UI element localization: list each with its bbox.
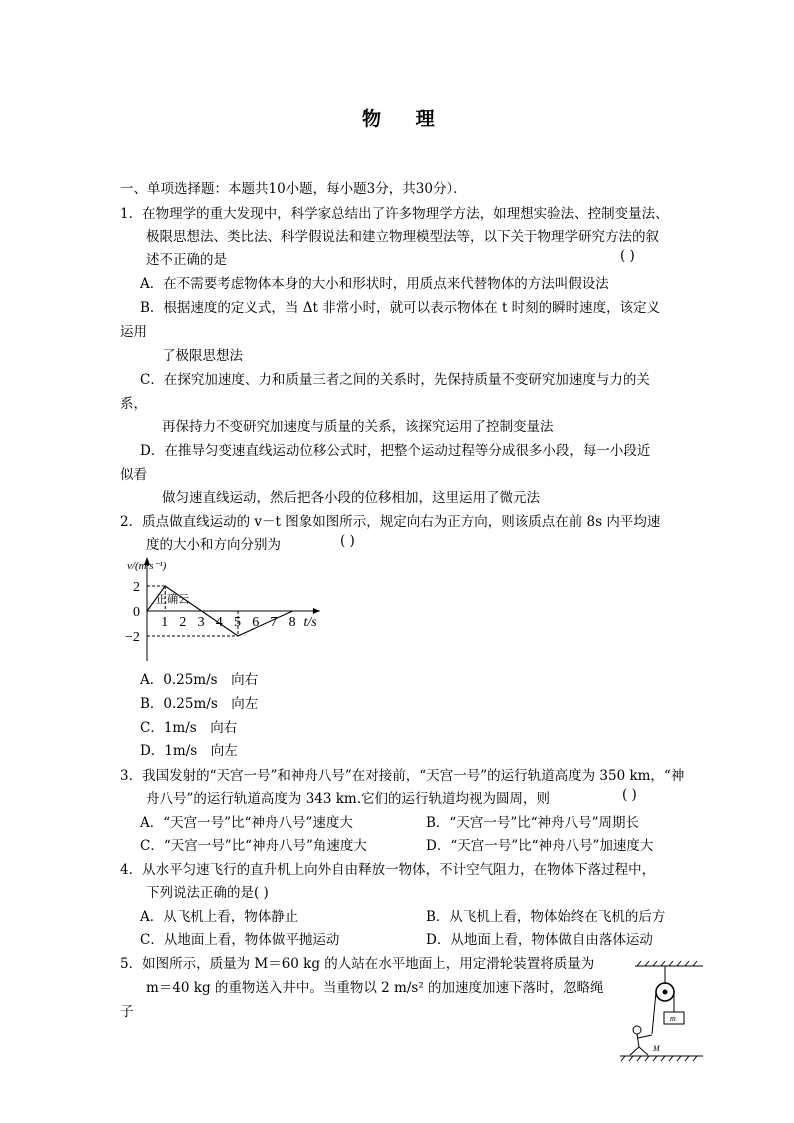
pulley-axle — [663, 990, 667, 994]
x-tick-label: 7 — [270, 615, 278, 630]
person-arm — [638, 1035, 652, 1038]
q2-stem-line1: 2．质点做直线运动的 v－t 图象如图所示，规定向右为正方向，则该质点在前 8s 内平均速 — [120, 514, 661, 530]
q5-stem-line1: 5．如图所示，质量为 M＝60 kg 的人站在水平地面上，用定滑轮装置将质量为 — [120, 956, 595, 972]
ground-hatch — [621, 1056, 697, 1061]
q3-option-a: A．“天宫一号”比“神舟八号”速度大 — [140, 815, 353, 831]
x-tick-label: 4 — [215, 615, 223, 630]
x-tick-label: 3 — [197, 615, 205, 630]
x-tick-label: 8 — [288, 615, 296, 630]
mass-label-m: m — [670, 1014, 676, 1023]
q1-stem-line1: 1．在物理学的重大发现中，科学家总结出了许多物理学方法，如理想实验法、控制变量法、 — [120, 206, 669, 222]
rope-to-man — [652, 992, 656, 1034]
q4-option-c: C．从地面上看，物体做平抛运动 — [140, 932, 340, 948]
person-body — [637, 1034, 639, 1047]
q1-option-b-line1: B．根据速度的定义式，当 Δt 非常小时，就可以表示物体在 t 时刻的瞬时速度，该定义 — [140, 300, 661, 316]
q1-option-c-line3: 再保持力不变研究加速度与质量的关系，该探究运用了控制变量法 — [162, 419, 554, 435]
q1-option-b-line2: 运用 — [120, 324, 147, 340]
x-tick-label: 6 — [252, 615, 260, 630]
x-tick-label: 5 — [234, 615, 241, 630]
q1-answer-bracket: ( ) — [620, 248, 635, 264]
q1-stem-line2: 极限思想法、类比法、科学假说法和建立物理模型法等，以下关于物理学研究方法的叙 — [146, 229, 659, 245]
section-heading: 一、单项选择题：本题共10小题，每小题3分，共30分）． — [120, 181, 467, 197]
vt-graph — [125, 555, 335, 667]
ceiling-hatch — [637, 961, 697, 966]
person-head — [633, 1026, 641, 1034]
q4-option-b: B．从飞机上看，物体始终在飞机的后方 — [426, 909, 666, 925]
q5-stem-line2: m＝40 kg 的重物送入井中。当重物以 2 m/s² 的加速度加速下落时，忽略绳 — [146, 980, 604, 996]
q5-stem-line3: 子 — [120, 1004, 134, 1020]
q2-option-c: C．1m/s 向右 — [140, 720, 238, 736]
q4-option-a: A．从飞机上看，物体静止 — [140, 909, 299, 925]
q3-stem-line1: 3．我国发射的“天宫一号”和神舟八号”在对接前，“天宫一号”的运行轨道高度为 350 km，“神 — [120, 768, 685, 784]
q1-option-a: A．在不需要考虑物体本身的大小和形状时，用质点来代替物体的方法叫假设法 — [140, 276, 609, 292]
q1-option-d-line1: D．在推导匀变速直线运动位移公式时，把整个运动过程等分成很多小段，每一小段近 — [140, 443, 651, 459]
watermark-text: 正确云 — [156, 592, 190, 606]
q1-option-b-line3: 了极限思想法 — [162, 348, 243, 364]
x-tick-label: 2 — [179, 615, 187, 630]
q2-option-d: D．1m/s 向左 — [140, 743, 238, 759]
q4-stem-line1: 4．从水平匀速飞行的直升机上向外自由释放一物体，不计空气阻力，在物体下落过程中， — [120, 862, 656, 878]
q2-answer-bracket: ( ) — [340, 533, 355, 549]
y-tick-label: 2 — [133, 580, 140, 595]
q3-answer-bracket: ( ) — [622, 787, 637, 803]
x-axis-arrow — [313, 608, 320, 614]
q1-option-d-line2: 似看 — [120, 467, 147, 483]
y-tick-label: −2 — [125, 630, 140, 645]
q3-stem-line2: 舟八号”的运行轨道高度为 343 km.它们的运行轨道均视为圆周，则 — [146, 791, 551, 807]
person-leg-left — [630, 1047, 639, 1055]
q3-option-c: C．“天宫一号”比“神舟八号”角速度大 — [140, 838, 367, 854]
mass-label-M: M — [653, 1044, 660, 1053]
person-leg-right — [639, 1047, 648, 1055]
q2-stem-line2: 度的大小和方向分别为 — [146, 537, 281, 553]
q1-option-c-line1: C．在探究加速度、力和质量三者之间的关系时，先保持质量不变研究加速度与力的关 — [140, 372, 650, 388]
q2-option-a: A．0.25m/s 向右 — [140, 672, 259, 688]
q4-option-d: D．从地面上看，物体做自由落体运动 — [426, 932, 653, 948]
y-tick-label: 0 — [133, 605, 140, 620]
q1-option-c-line2: 系， — [120, 396, 147, 412]
x-tick-label: 1 — [161, 615, 169, 630]
page-title: 物 理 — [362, 108, 449, 130]
y-axis-label: v/(m·s⁻¹) — [127, 560, 167, 572]
q3-option-b: B．“天宫一号”比“神舟八号”周期长 — [426, 815, 640, 831]
q1-option-d-line3: 做匀速直线运动，然后把各小段的位移相加，这里运用了微元法 — [162, 490, 540, 506]
q1-stem-line3: 述不正确的是 — [146, 252, 227, 268]
x-axis-label: t/s — [303, 615, 317, 630]
q4-stem-line2: 下列说法正确的是( ) — [146, 885, 269, 901]
pulley-diagram — [615, 960, 710, 1072]
q3-option-d: D．“天宫一号”比“神舟八号”加速度大 — [426, 838, 654, 854]
q2-option-b: B．0.25m/s 向左 — [140, 696, 259, 712]
